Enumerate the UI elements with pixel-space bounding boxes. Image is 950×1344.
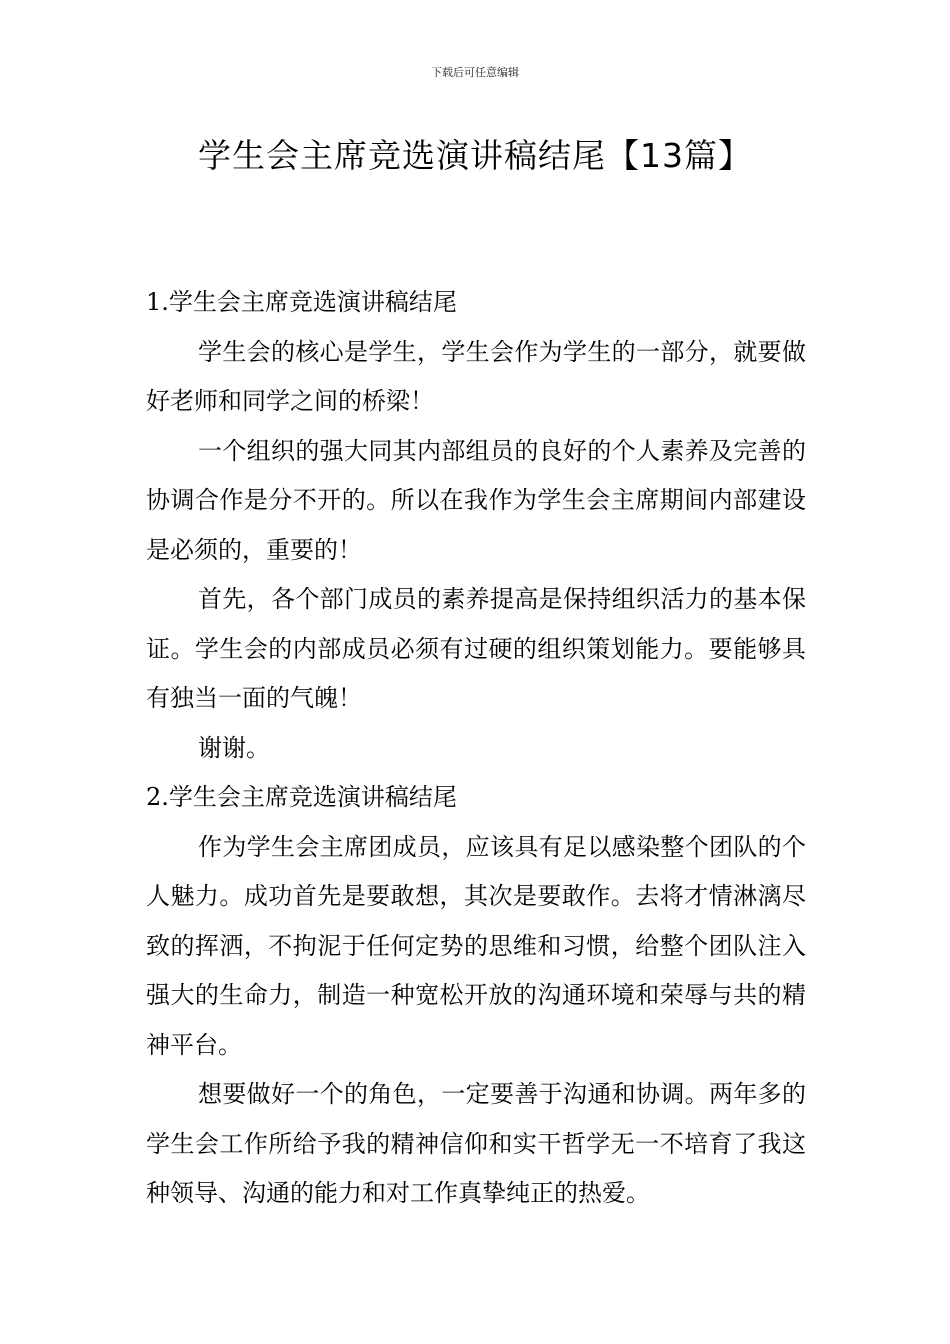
section-heading: 2.学生会主席竞选演讲稿结尾 (146, 783, 457, 811)
document-body (146, 278, 806, 1219)
section-heading: 1.学生会主席竞选演讲稿结尾 (146, 288, 457, 316)
paragraph: 谢谢。 (198, 733, 270, 762)
document-title: 学生会主席竞选演讲稿结尾【13篇】 (198, 136, 752, 175)
paragraph: 一个组织的强大同其内部组员的良好的个人素养及完善的协调合作是分不开的。所以在我作为学生会主席期间内部建设是必须的，重要的！ (146, 436, 806, 564)
paragraph: 学生会的核心是学生，学生会作为学生的一部分，就要做好老师和同学之间的桥梁！ (146, 337, 806, 415)
paragraph: 想要做好一个的角色，一定要善于沟通和协调。两年多的学生会工作所给予我的精神信仰和实干哲学无一不培育了我这种领导、沟通的能力和对工作真挚纯正的热爱。 (146, 1080, 806, 1207)
header-note: 下载后可任意编辑 (431, 66, 519, 79)
paragraph: 首先，各个部门成员的素养提高是保持组织活力的基本保证。学生会的内部成员必须有过硬的组织策划能力。要能够具有独当一面的气魄！ (146, 585, 806, 712)
paragraph: 作为学生会主席团成员，应该具有足以感染整个团队的个人魅力。成功首先是要敢想，其次是要敢作。去将才情淋漓尽致的挥洒，不拘泥于任何定势的思维和习惯，给整个团队注入强大的生命力，制造一种宽松开放的沟通环境和荣辱与共的精神平台。 (146, 832, 806, 1059)
